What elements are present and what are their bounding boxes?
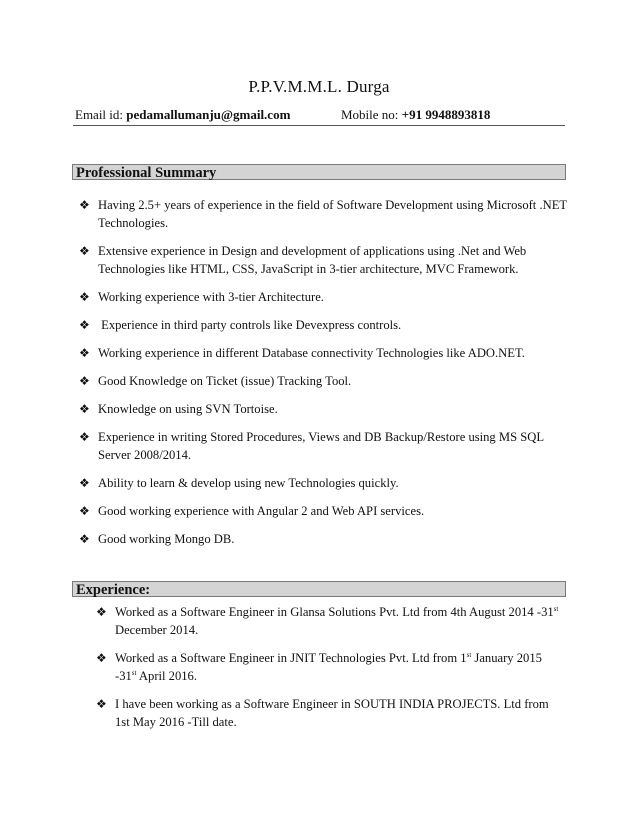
- diamond-bullet-icon: ❖: [79, 476, 90, 490]
- experience-header: Experience:: [72, 581, 566, 597]
- diamond-bullet-icon: ❖: [96, 697, 107, 711]
- list-item: ❖ Extensive experience in Design and development of applications using .Net and Web Technologies like HTML, CSS, JavaScript in 3-tier architecture, MVC Framework.: [79, 244, 527, 276]
- diamond-bullet-icon: ❖: [79, 346, 90, 360]
- list-item: ❖ Good working Mongo DB.: [79, 532, 235, 546]
- diamond-bullet-icon: ❖: [79, 244, 90, 258]
- list-item: ❖ Good Knowledge on Ticket (issue) Tracking Tool.: [79, 374, 352, 388]
- contact-line: [73, 107, 565, 126]
- list-item: ❖ Working experience in different Database connectivity Technologies like ADO.NET.: [79, 346, 525, 360]
- diamond-bullet-icon: ❖: [79, 402, 90, 416]
- list-item: ❖ Ability to learn & develop using new Technologies quickly.: [79, 476, 399, 490]
- list-item: ❖ Worked as a Software Engineer in JNIT Technologies Pvt. Ltd from 1st January 2015 -31st April 2016.: [96, 651, 542, 683]
- diamond-bullet-icon: ❖: [79, 532, 90, 546]
- list-item: ❖ Experience in third party controls like Devexpress controls.: [79, 318, 402, 332]
- mobile-value: +91 9948893818: [401, 107, 491, 122]
- list-item: ❖ Worked as a Software Engineer in Glansa Solutions Pvt. Ltd from 4th August 2014 -31st December 2014.: [96, 605, 559, 637]
- diamond-bullet-icon: ❖: [96, 605, 107, 619]
- diamond-bullet-icon: ❖: [79, 374, 90, 388]
- diamond-bullet-icon: ❖: [79, 504, 90, 518]
- list-item: ❖ Experience in writing Stored Procedures, Views and DB Backup/Restore using MS SQL Server 2008/2014.: [79, 430, 544, 462]
- list-item: ❖ Having 2.5+ years of experience in the field of Software Development using Microsoft .NET Technologies.: [79, 198, 567, 230]
- experience-list: [93, 603, 563, 731]
- diamond-bullet-icon: ❖: [79, 290, 90, 304]
- email-label: Email id:: [75, 107, 127, 122]
- diamond-bullet-icon: ❖: [96, 651, 107, 665]
- diamond-bullet-icon: ❖: [79, 430, 90, 444]
- email-field: [75, 107, 290, 123]
- diamond-bullet-icon: ❖: [79, 198, 90, 212]
- list-item: ❖ I have been working as a Software Engineer in SOUTH INDIA PROJECTS. Ltd from 1st May 2016 -Till date.: [96, 697, 549, 729]
- summary-list: [76, 196, 568, 548]
- list-item: ❖ Working experience with 3-tier Architecture.: [79, 290, 324, 304]
- candidate-name: P.P.V.M.M.L. Durga: [248, 77, 390, 96]
- professional-summary-header: Professional Summary: [72, 164, 566, 180]
- list-item: ❖ Knowledge on using SVN Tortoise.: [79, 402, 278, 416]
- mobile-label: Mobile no:: [341, 107, 402, 122]
- diamond-bullet-icon: ❖: [79, 318, 90, 332]
- email-value[interactable]: pedamallumanju@gmail.com: [126, 107, 291, 122]
- mobile-field: [341, 107, 490, 123]
- list-item: ❖ Good working experience with Angular 2 and Web API services.: [79, 504, 425, 518]
